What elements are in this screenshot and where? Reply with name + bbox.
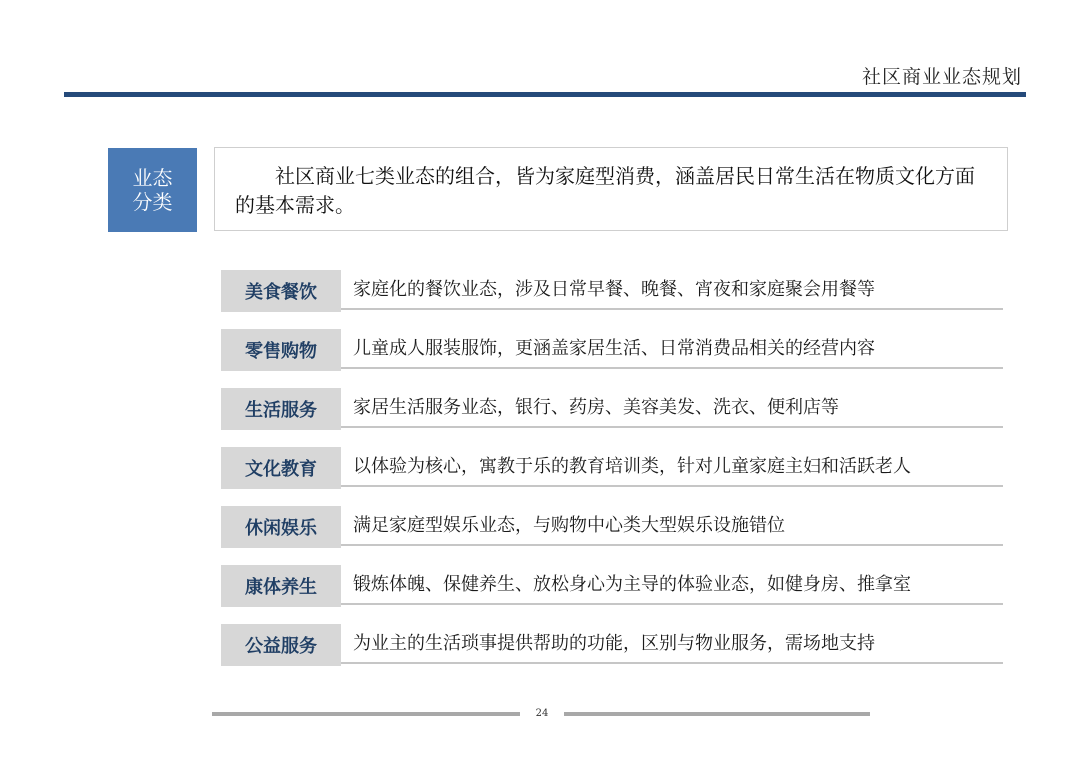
format-description: 锻炼体魄、保健养生、放松身心为主导的体验业态，如健身房、推拿室 bbox=[353, 574, 911, 595]
footer-divider-right bbox=[564, 712, 870, 716]
row-underline bbox=[341, 603, 1003, 605]
row-underline bbox=[341, 662, 1003, 664]
header-divider bbox=[64, 92, 1026, 97]
row-underline bbox=[341, 485, 1003, 487]
format-label: 康体养生 bbox=[221, 565, 341, 607]
format-row-life-service bbox=[221, 388, 1003, 430]
footer-divider-left bbox=[212, 712, 520, 716]
page-number: 24 bbox=[535, 708, 549, 719]
format-description: 家庭化的餐饮业态，涉及日常早餐、晚餐、宵夜和家庭聚会用餐等 bbox=[353, 279, 875, 300]
format-label: 零售购物 bbox=[221, 329, 341, 371]
intro-text-box: 社区商业七类业态的组合，皆为家庭型消费，涵盖居民日常生活在物质文化方面的基本需求。 bbox=[214, 147, 1008, 231]
page-header-title: 社区商业业态规划 bbox=[861, 66, 1022, 88]
format-description: 为业主的生活琐事提供帮助的功能，区别与物业服务，需场地支持 bbox=[353, 633, 875, 654]
format-description: 家居生活服务业态，银行、药房、美容美发、洗衣、便利店等 bbox=[353, 397, 839, 418]
row-underline bbox=[341, 367, 1003, 369]
format-row-education bbox=[221, 447, 1003, 489]
format-description: 满足家庭型娱乐业态，与购物中心类大型娱乐设施错位 bbox=[353, 515, 785, 536]
format-description: 以体验为核心，寓教于乐的教育培训类，针对儿童家庭主妇和活跃老人 bbox=[353, 456, 911, 477]
format-label: 休闲娱乐 bbox=[221, 506, 341, 548]
format-row-wellness bbox=[221, 565, 1003, 607]
format-row-food bbox=[221, 270, 1003, 312]
format-label: 文化教育 bbox=[221, 447, 341, 489]
category-badge-line2: 分类 bbox=[132, 190, 173, 214]
format-label: 公益服务 bbox=[221, 624, 341, 666]
format-label: 美食餐饮 bbox=[221, 270, 341, 312]
row-underline bbox=[341, 544, 1003, 546]
category-badge-line1: 业态 bbox=[132, 166, 173, 190]
format-row-entertainment bbox=[221, 506, 1003, 548]
category-badge bbox=[108, 148, 197, 232]
format-row-retail bbox=[221, 329, 1003, 371]
row-underline bbox=[341, 308, 1003, 310]
format-description: 儿童成人服装服饰，更涵盖家居生活、日常消费品相关的经营内容 bbox=[353, 338, 875, 359]
format-row-public-service bbox=[221, 624, 1003, 666]
row-underline bbox=[341, 426, 1003, 428]
format-label: 生活服务 bbox=[221, 388, 341, 430]
